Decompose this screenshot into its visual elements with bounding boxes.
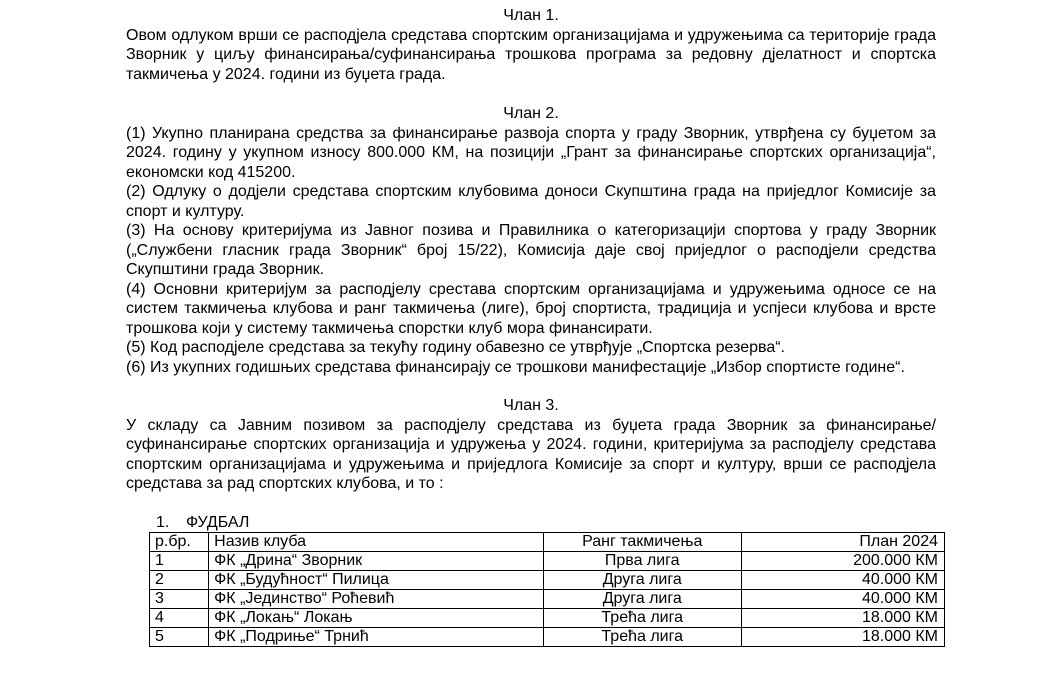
table-row bbox=[150, 552, 945, 571]
table-row bbox=[150, 628, 945, 647]
club-rank: Трећа лига bbox=[543, 628, 741, 647]
club-rank: Друга лига bbox=[543, 590, 741, 609]
club-plan: 18.000 КМ bbox=[742, 609, 945, 628]
article-3-text: У складу са Јавним позивом за расподјелу средстава из буџета града Зворник за финансирање/суфинансирање спортских организација и удружења у 2024. години, критеријума за расподјелу средстава спортским организацијама и удружењима и приједлога Комисије за спорт и културу, врши се расподјела средстава за рад спортских клубова, и то : bbox=[126, 416, 936, 492]
row-number: 4 bbox=[150, 609, 209, 628]
football-clubs-table bbox=[149, 532, 945, 647]
club-name: ФК „Подриње“ Трнић bbox=[209, 628, 544, 647]
club-name: ФК „Локањ“ Локањ bbox=[209, 609, 544, 628]
club-rank: Прва лига bbox=[543, 552, 741, 571]
table-row bbox=[150, 571, 945, 590]
club-rank: Друга лига bbox=[543, 571, 741, 590]
club-plan: 40.000 КМ bbox=[742, 571, 945, 590]
column-header-number: р.бр. bbox=[150, 533, 209, 552]
column-header-plan: План 2024 bbox=[742, 533, 945, 552]
club-rank: Трећа лига bbox=[543, 609, 741, 628]
article-2-item-5: (5) Код расподјеле средстава за текућу годину обавезно се утврђује „Спортска резерва“. bbox=[126, 339, 785, 356]
section-number: 1. bbox=[156, 513, 170, 531]
article-2-item-1: (1) Укупно планирана средства за финансирање развоја спорта у граду Зворник, утврђена су буџетом за 2024. годину у укупном износу 800.000 КМ, на позицији „Грант за финансирање спортских организација“, економски код 415200. bbox=[126, 124, 936, 181]
club-plan: 40.000 КМ bbox=[742, 590, 945, 609]
article-2-item-2: (2) Одлуку о додјели средстава спортским клубовима доноси Скупштина града на приједлог Комисије за спорт и културу. bbox=[126, 183, 936, 220]
club-plan: 200.000 КМ bbox=[742, 552, 945, 571]
article-1-heading: Члан 1. bbox=[503, 7, 559, 24]
column-header-club-name: Назив клуба bbox=[209, 533, 544, 552]
club-plan: 18.000 КМ bbox=[742, 628, 945, 647]
column-header-rank: Ранг такмичења bbox=[543, 533, 741, 552]
club-name: ФК „Будућност“ Пилица bbox=[209, 571, 544, 590]
article-3-heading: Члан 3. bbox=[503, 397, 559, 414]
table-row bbox=[150, 609, 945, 628]
section-name: ФУДБАЛ bbox=[186, 513, 250, 531]
document-page bbox=[126, 6, 936, 647]
row-number: 3 bbox=[150, 590, 209, 609]
club-name: ФК „Дрина“ Зворник bbox=[209, 552, 544, 571]
article-2-item-6: (6) Из укупних годишњих средстава финансирају се трошкови манифестације „Избор спортисте године“. bbox=[126, 358, 905, 376]
row-number: 5 bbox=[150, 628, 209, 647]
article-2-item-4: (4) Основни критеријум за расподјелу срестава спортским организацијама и удружењима односе се на систем такмичења клубова и ранг такмичења (лиге), број спортиста, традиција и успјеси клубова и врсте трошкова који у систему такмичења спорстки клуб мора финансирати. bbox=[126, 280, 936, 337]
section-football-title bbox=[156, 513, 936, 533]
club-name: ФК „Јединство“ Роћевић bbox=[209, 590, 544, 609]
table-header-row bbox=[150, 533, 945, 552]
row-number: 2 bbox=[150, 571, 209, 590]
article-2-heading: Члан 2. bbox=[503, 105, 559, 122]
article-2-item-3: (3) На основу критеријума из Јавног позива и Правилника о категоризацији спортова у граду Зворник („Службени гласник града Зворник“ број 15/22), Комисија даје свој приједлог о расподјели средства Скупштини града Зворник. bbox=[126, 222, 936, 278]
row-number: 1 bbox=[150, 552, 209, 571]
table-row bbox=[150, 590, 945, 609]
article-1-text: Овом одлуком врши се расподјела средстава спортским организацијама и удружењима са територије града Зворник у циљу финансирања/суфинансирања трошкова програма за редовну дјелатност и спортска такмичења у 2024. години из буџета града. bbox=[126, 26, 936, 83]
